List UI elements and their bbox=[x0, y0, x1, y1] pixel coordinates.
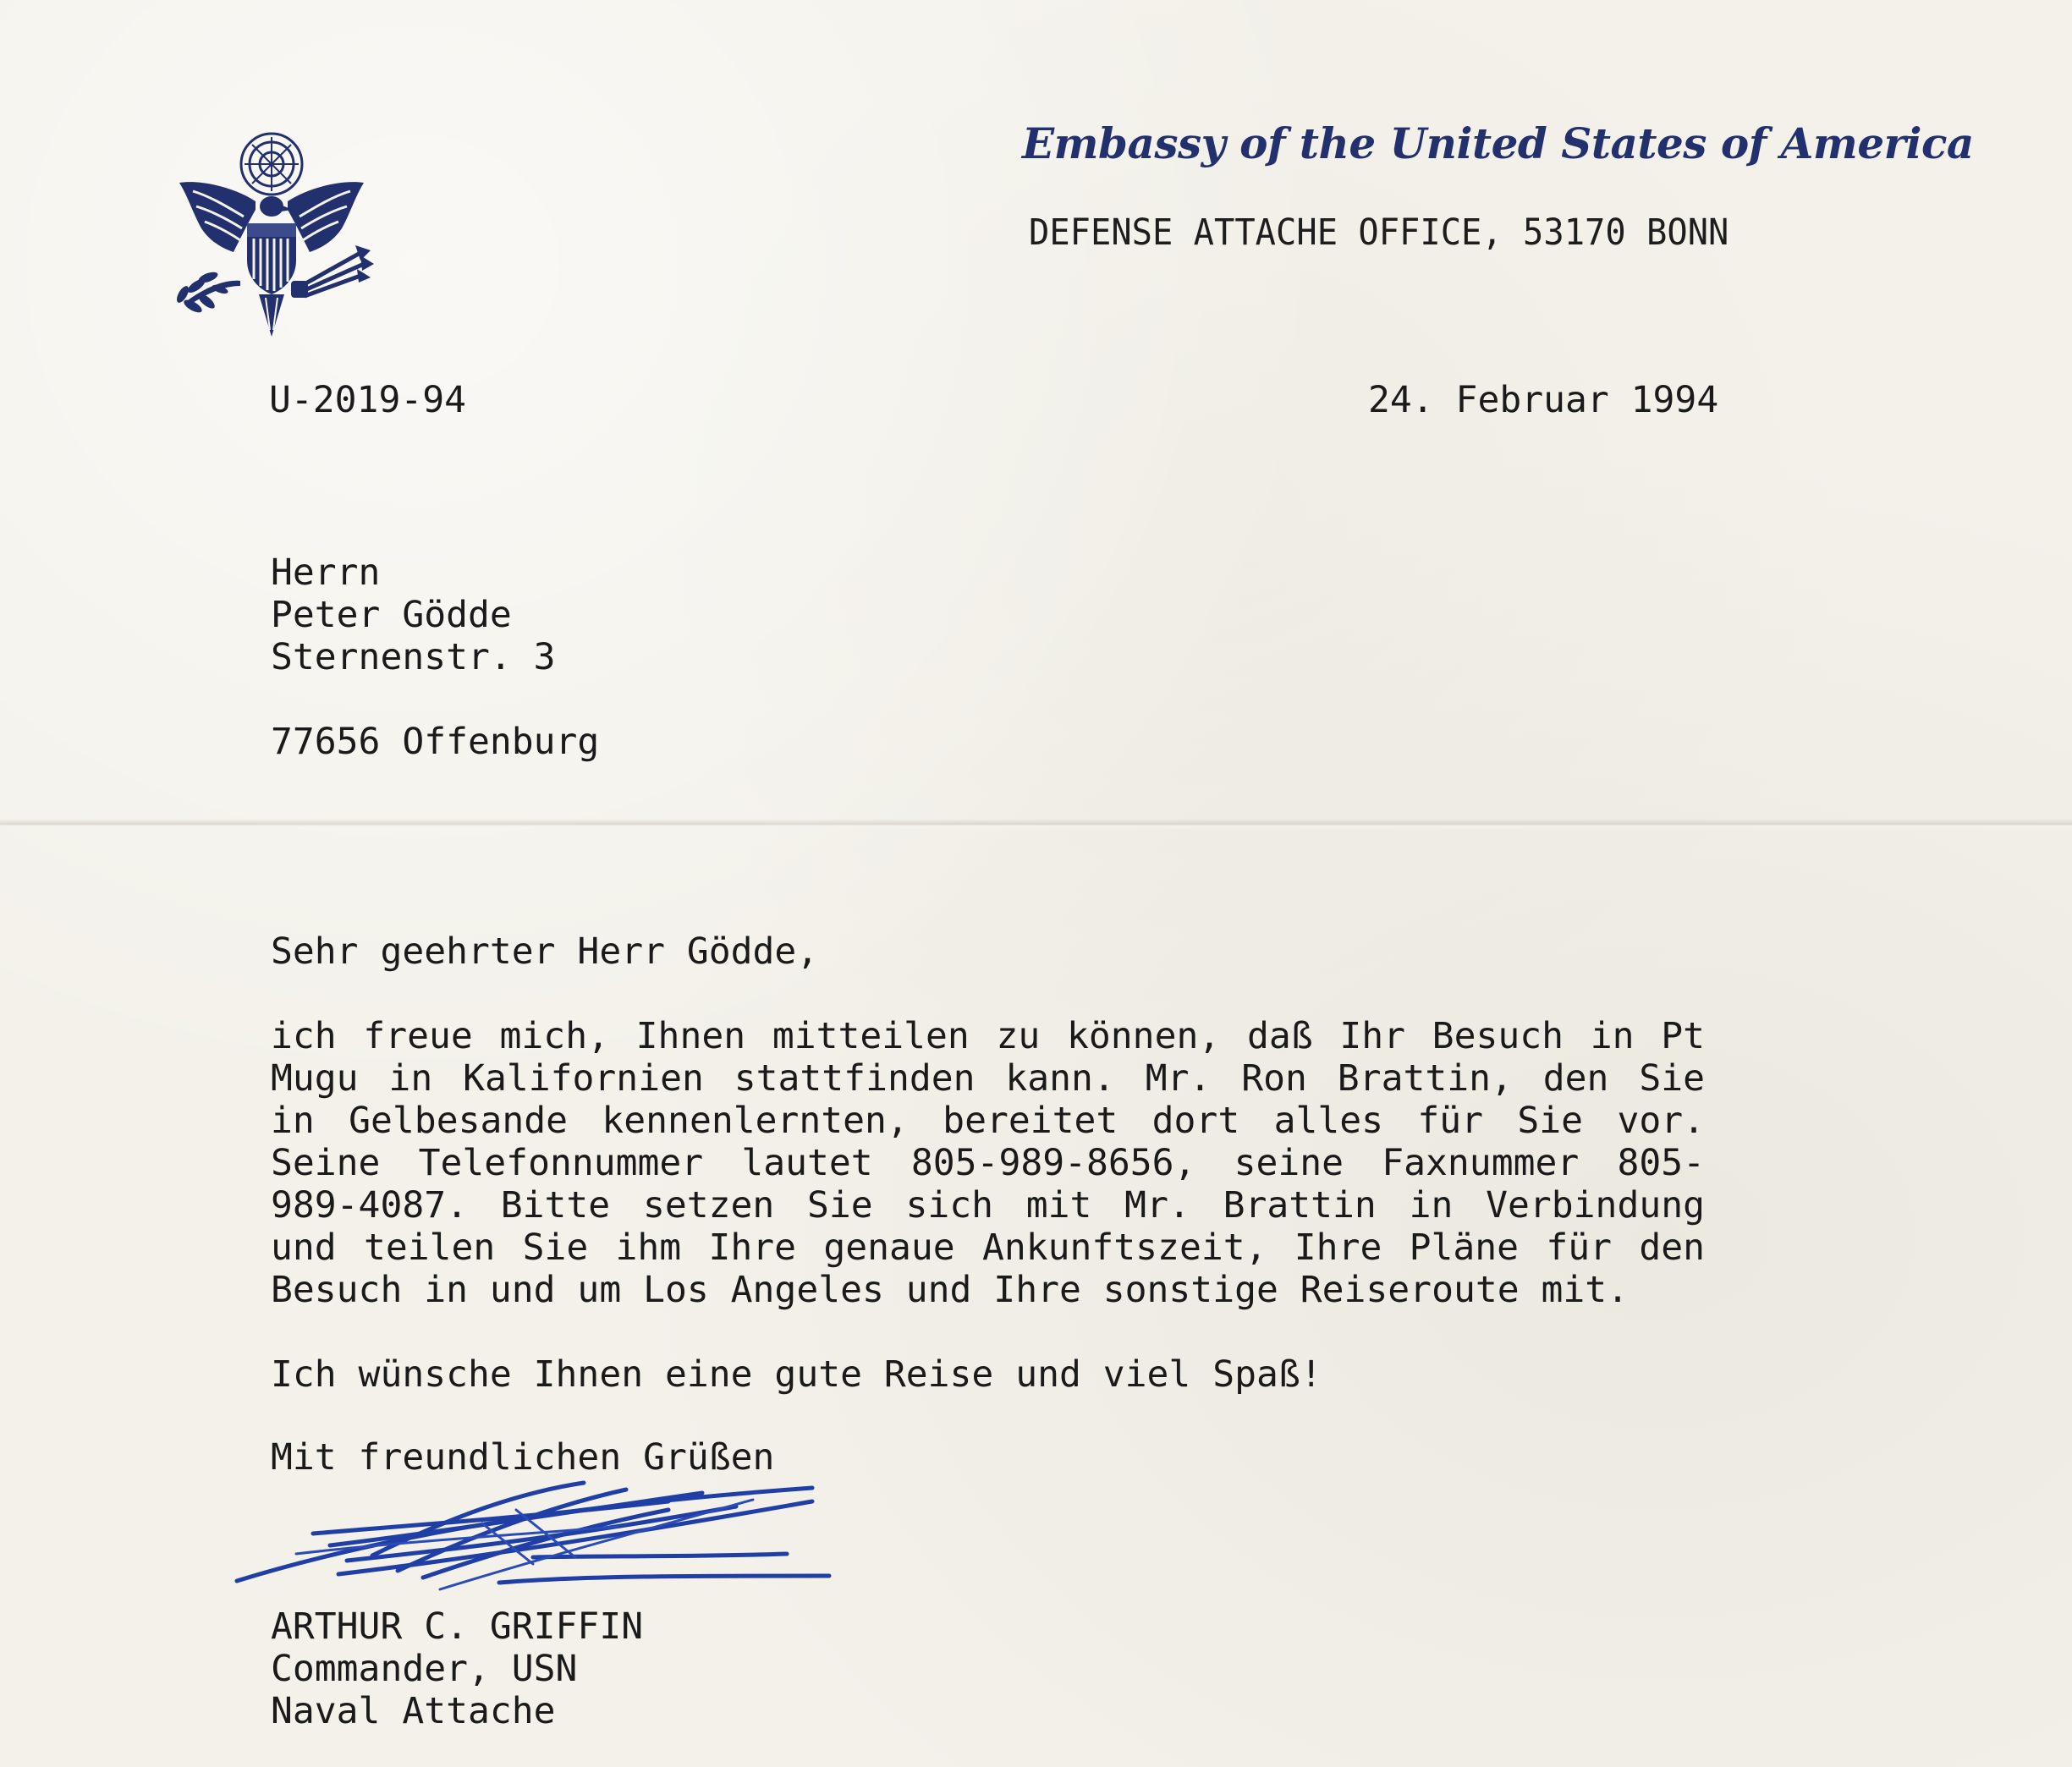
paper-fold-crease bbox=[0, 819, 2072, 831]
salutation: Sehr geehrter Herr Gödde, bbox=[271, 930, 819, 973]
closing-wish: Ich wünsche Ihnen eine gute Reise und viel Spaß! bbox=[271, 1353, 1322, 1396]
body-paragraph bbox=[271, 1015, 1705, 1311]
signatory-name: ARTHUR C. GRIFFIN bbox=[271, 1605, 644, 1648]
recipient-name: Peter Gödde bbox=[271, 594, 512, 636]
body-line: in Gelbesande kennenlernten, bereitet dort alles für Sie vor. bbox=[271, 1100, 1705, 1142]
recipient-line: Herrn bbox=[271, 552, 381, 594]
great-seal-eagle-icon bbox=[168, 129, 376, 342]
signatory-position: Naval Attache bbox=[271, 1690, 556, 1732]
closing-phrase: Mit freundlichen Grüßen bbox=[271, 1436, 775, 1479]
office-address: DEFENSE ATTACHE OFFICE, 53170 BONN bbox=[1029, 211, 1729, 254]
body-line: 989-4087. Bitte setzen Sie sich mit Mr. Brattin in Verbindung bbox=[271, 1184, 1705, 1226]
embassy-title: Embassy of the United States of America bbox=[1022, 118, 1974, 168]
body-line: Seine Telefonnummer lautet 805-989-8656, seine Faxnummer 805- bbox=[271, 1142, 1705, 1184]
body-line: und teilen Sie ihm Ihre genaue Ankunftszeit, Ihre Pläne für den bbox=[271, 1226, 1705, 1269]
body-line: Mugu in Kalifornien stattfinden kann. Mr. Ron Brattin, den Sie bbox=[271, 1057, 1705, 1100]
body-line: ich freue mich, Ihnen mitteilen zu können, daß Ihr Besuch in Pt bbox=[271, 1015, 1705, 1057]
signatory-rank: Commander, USN bbox=[271, 1648, 578, 1690]
reference-number: U-2019-94 bbox=[269, 379, 466, 421]
recipient-city: 77656 Offenburg bbox=[271, 721, 600, 763]
letter-date: 24. Februar 1994 bbox=[1368, 379, 1719, 421]
body-line: Besuch in und um Los Angeles und Ihre sonstige Reiseroute mit. bbox=[271, 1269, 1630, 1311]
recipient-street: Sternenstr. 3 bbox=[271, 636, 556, 678]
handwritten-signature bbox=[228, 1476, 838, 1594]
